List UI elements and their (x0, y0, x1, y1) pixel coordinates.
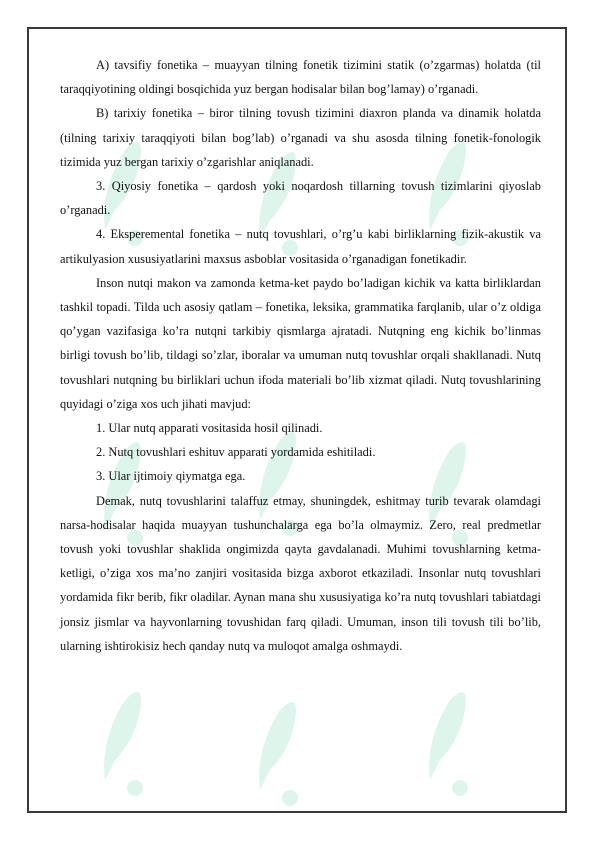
paragraph-experimental-phonetics: 4. Eksperemental fonetika – nutq tovushlari, o’rg’u kabi birliklarning fizik-akustik va artikulyasion xususiyatlarini maxsus asboblar vositasida o’rganadigan fonetikadir. (60, 227, 541, 266)
paragraph-conclusion: Demak, nutq tovushlarini talaffuz etmay, shuningdek, eshitmay turib tevarak olamdagi narsa-hodisalar haqida muayyan tushunchalarga ega bo’la olmaymiz. Zero, real predmetlar tovush yoki tovushlar shaklida ongimizda qayta gavdalanadi. Muhimi tovushlarning ketma-ketligi, o’ziga xos ma’no zanjiri vositasida bizga axborot etkaziladi. Insonlar nutq tovushlari yordamida fikr berib, fikr oladilar. Aynan mana shu xususiyatiga ko’ra nutq tovushlari tabiatdagi jonsiz jismlar va hayvonlarning tovushidan farq qiladi. Umuman, inson tili tovush tili bo’lib, ularning ishtirokisiz hech qanday nutq va muloqot amalga oshmaydi. (60, 493, 541, 653)
paragraph-descriptive-phonetics: A) tavsifiy fonetika – muayyan tilning fonetik tizimini statik (o’zgarmas) holatda (til taraqqiyotining oldingi bosqichida yuz bergan hodisalar bilan bog’lamay) o’rganadi. (60, 58, 541, 97)
paragraph-historical-phonetics: B) tarixiy fonetika – biror tilning tovush tizimini diaxron planda va dinamik holatda (tilning tarixiy taraqqiyoti bilan bog’lab) o’rganadi va shu asosda tilning fonetik-fonologik tizimida yuz bergan tarixiy o’zgarishlar aniqlanadi. (60, 106, 541, 169)
list-item: 1. Ular nutq apparati vositasida hosil qilinadi. (96, 421, 323, 436)
paragraph-comparative-phonetics: 3. Qiyosiy fonetika – qardosh yoki noqardosh tillarning tovush tizimlarini qiyoslab o’rganadi. (60, 179, 541, 218)
paragraph-speech-units: Inson nutqi makon va zamonda ketma-ket paydo bo’ladigan kichik va katta birliklardan tashkil topadi. Tilda uch asosiy qatlam – fonetika, leksika, grammatika farqlanib, ular o’z oldiga qo’ygan vazifasiga ko’ra nutqni tarkibiy qismlarga ajratadi. Nutqning eng kichik bo’linmas birligi tovush bo’lib, tildagi so’zlar, iboralar va umuman nutq tovushlar orqali shakllanadi. Nutq tovushlari nutqning bu birliklari uchun ifoda materiali bo’lib xizmat qiladi. Nutq tovushlarining quyidagi o’ziga xos uch jihati mavjud: (60, 275, 541, 411)
list-item: 3. Ular ijtimoiy qiymatga ega. (96, 469, 246, 484)
document-body (60, 53, 541, 658)
list-item: 2. Nutq tovushlari eshituv apparati yordamida eshitiladi. (96, 445, 376, 460)
